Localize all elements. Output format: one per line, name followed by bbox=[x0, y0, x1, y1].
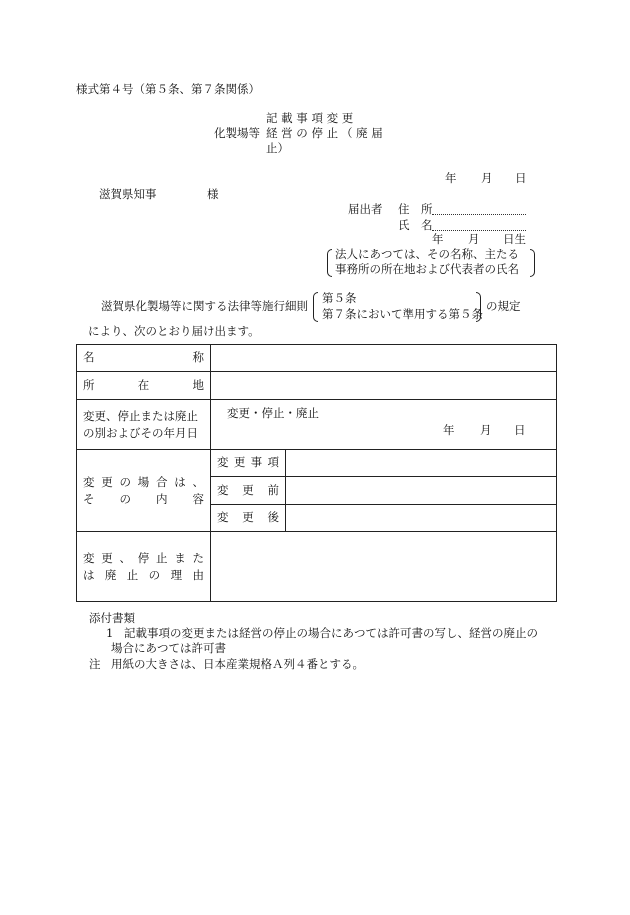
date-year: 年 bbox=[445, 171, 457, 185]
name-input-cell[interactable] bbox=[211, 345, 557, 372]
birth-year: 年 bbox=[432, 232, 444, 246]
addressee-name: 滋賀県知事 bbox=[99, 187, 157, 201]
statement-line-2: により、次のとおり届け出ます。 bbox=[88, 324, 260, 338]
statement-open-brace bbox=[313, 292, 318, 322]
statement-close-brace bbox=[476, 292, 481, 322]
location-input-cell[interactable] bbox=[211, 372, 557, 400]
change-before-label-cell: 変 更 前 bbox=[211, 477, 286, 505]
table-row-name bbox=[77, 345, 557, 372]
table-row-reason bbox=[77, 532, 557, 602]
attachment-item-1-line-2: 場合にあつては許可書 bbox=[111, 641, 226, 655]
attachment-item-1-line-1: 記載事項の変更または経営の停止の場合にあつては許可書の写し、経営の廃止の bbox=[124, 626, 538, 640]
statement-option-2: 第７条において準用する第５条 bbox=[322, 307, 483, 321]
change-type-input-cell[interactable] bbox=[211, 400, 557, 450]
change-item-input-cell[interactable] bbox=[286, 450, 557, 477]
addressee-honorific: 様 bbox=[207, 187, 219, 201]
name-label-cell: 名 称 bbox=[77, 345, 211, 372]
address-label: 住 所 bbox=[398, 202, 433, 216]
change-type-label-cell: 変更、停止または廃止 の別およびその年月日 bbox=[77, 400, 211, 450]
statement-option-1: 第５条 bbox=[322, 291, 357, 305]
birth-month: 月 bbox=[468, 232, 480, 246]
table-row-change-item bbox=[77, 450, 557, 477]
title-option-2: 経 営 の 停 止 bbox=[266, 126, 339, 140]
change-type-year: 年 bbox=[443, 423, 455, 437]
title-suffix-2: 止） bbox=[266, 141, 289, 155]
change-type-day: 日 bbox=[514, 423, 526, 437]
note-text: 用紙の大きさは、日本産業規格Ａ列４番とする。 bbox=[111, 657, 364, 671]
address-field[interactable] bbox=[432, 203, 526, 215]
location-label-cell: 所 在 地 bbox=[77, 372, 211, 400]
attachment-item-1-number: 1 bbox=[106, 626, 114, 640]
name-field[interactable] bbox=[432, 219, 526, 231]
table-row-change-type bbox=[77, 400, 557, 450]
change-after-input-cell[interactable] bbox=[286, 505, 557, 532]
reason-input-cell[interactable] bbox=[211, 532, 557, 602]
name-label: 氏 名 bbox=[398, 218, 433, 232]
title-prefix: 化製場等 bbox=[214, 126, 260, 140]
change-item-label-cell: 変 更 事 項 bbox=[211, 450, 286, 477]
change-type-options: 変更・停止・廃止 bbox=[227, 406, 319, 420]
reason-label-cell: 変 更 、 停 止 ま た は 廃 止 の 理 由 bbox=[77, 532, 211, 602]
corp-note-close-bracket bbox=[530, 249, 535, 277]
date-day: 日 bbox=[515, 171, 527, 185]
change-type-month: 月 bbox=[480, 423, 492, 437]
change-after-label-cell: 変 更 後 bbox=[211, 505, 286, 532]
note-label: 注 bbox=[89, 657, 101, 671]
date-month: 月 bbox=[481, 171, 493, 185]
table-row-location bbox=[77, 372, 557, 400]
change-before-input-cell[interactable] bbox=[286, 477, 557, 505]
birth-day: 日生 bbox=[503, 232, 526, 246]
corp-note-line-2: 事務所の所在地および代表者の氏名 bbox=[335, 262, 519, 276]
form-number: 様式第４号（第５条、第７条関係） bbox=[76, 82, 260, 96]
title-suffix-1: （ 廃 届 bbox=[341, 126, 383, 140]
statement-tail: の規定 bbox=[486, 299, 521, 313]
form-table bbox=[76, 344, 557, 602]
statement-lead: 滋賀県化製場等に関する法律等施行細則 bbox=[101, 299, 308, 313]
applicant-label: 届出者 bbox=[348, 202, 383, 216]
change-case-label-cell: 変 更 の 場 合 は 、 そ の 内 容 bbox=[77, 450, 211, 532]
attachments-title: 添付書類 bbox=[89, 611, 135, 625]
corp-note-line-1: 法人にあつては、その名称、主たる bbox=[335, 247, 519, 261]
title-option-1: 記 載 事 項 変 更 bbox=[266, 111, 354, 125]
corp-note-open-bracket bbox=[327, 249, 332, 277]
